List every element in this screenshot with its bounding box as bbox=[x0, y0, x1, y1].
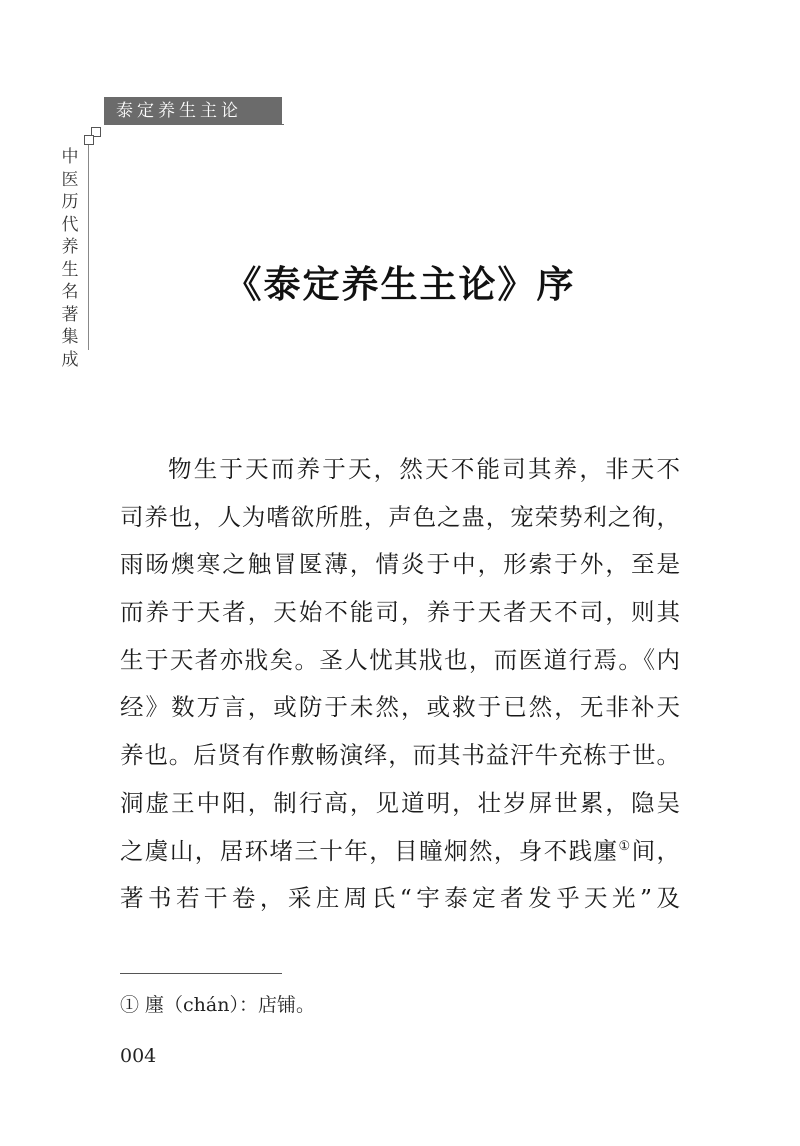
body-line: 司养也，人为嗜欲所胜，声色之蛊，宠荣势利之徇， bbox=[120, 502, 680, 531]
side-rule bbox=[88, 145, 89, 350]
body-text bbox=[120, 446, 680, 923]
page-number: 004 bbox=[120, 1045, 157, 1067]
body-line: 养也。后贤有作敷畅演绎，而其书益汗牛充栋于世。 bbox=[120, 741, 680, 770]
footnote-marker[interactable]: ① bbox=[618, 838, 632, 854]
body-line: 雨旸燠寒之触冒匽薄，情炎于中，形索于外，至是 bbox=[120, 550, 680, 579]
body-line: 洞虚王中阳，制行高，见道明，壮岁屏世累，隐吴 bbox=[120, 788, 680, 817]
body-line: 物生于天而养于天，然天不能司其养，非天不 bbox=[168, 455, 680, 483]
body-line: 经》数万言，或防于未然，或救于已然，无非补天 bbox=[120, 693, 680, 722]
body-line bbox=[120, 828, 680, 876]
running-header: 泰定养生主论 bbox=[104, 97, 282, 125]
body-line: 著书若干卷，采庄周氏“宇泰定者发乎天光”及 bbox=[120, 884, 680, 913]
body-line-part: 间， bbox=[631, 836, 681, 865]
chapter-title: 《泰定养生主论》序 bbox=[224, 263, 576, 306]
corner-ornament-2 bbox=[84, 135, 94, 145]
series-title: 中医历代养生名著集成 bbox=[61, 147, 79, 370]
header-rule bbox=[104, 124, 284, 125]
body-line: 而养于天者，天始不能司，养于天者天不司，则其 bbox=[120, 598, 680, 627]
body-line: 生于天者亦戕矣。圣人忧其戕也，而医道行焉。《内 bbox=[120, 645, 680, 674]
footnote-rule bbox=[120, 973, 282, 974]
footnote: ① 廛（chán）：店铺。 bbox=[120, 994, 315, 1016]
body-line-part: 之虞山，居环堵三十年，目瞳炯然，身不践廛 bbox=[120, 836, 619, 865]
